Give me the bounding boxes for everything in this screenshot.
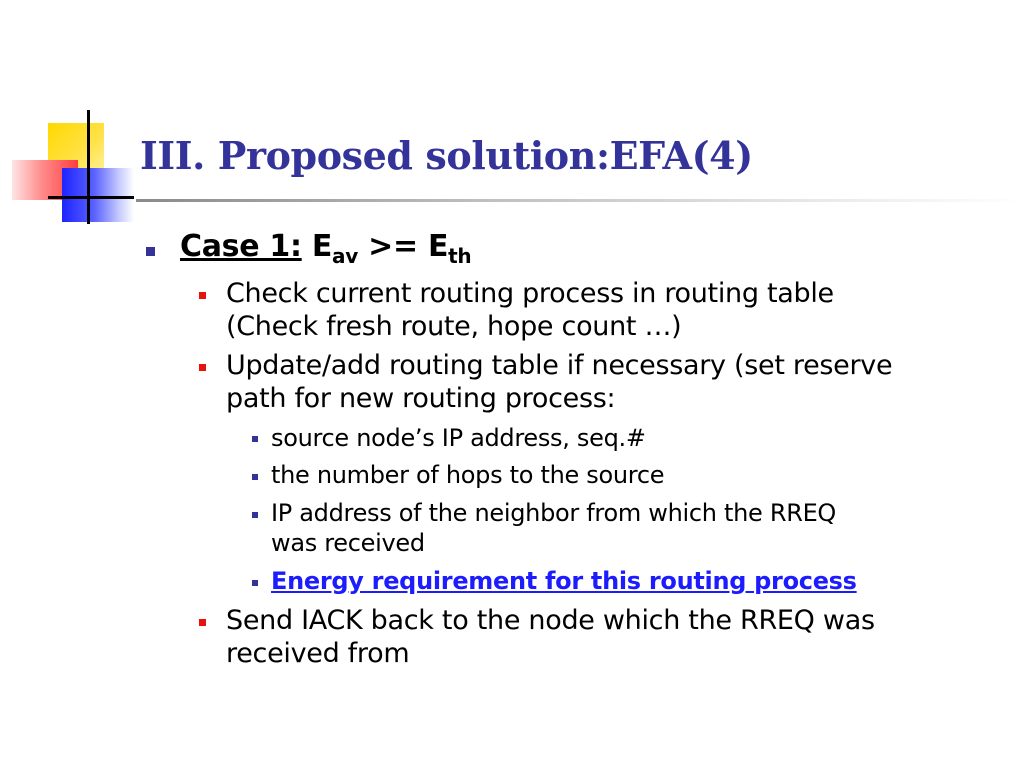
level2-bullet-icon <box>199 619 206 626</box>
energy-requirement-link[interactable]: Energy requirement for this routing process <box>271 567 857 595</box>
list-item-line: Send IACK back to the node which the RREQ was <box>226 605 875 636</box>
list-item-line: received from <box>226 638 410 669</box>
decor-vertical-line <box>87 110 90 224</box>
case-e2-subscript: th <box>448 244 472 268</box>
list-item-line: path for new routing process: <box>226 383 616 414</box>
decor-horizontal-line <box>48 196 134 199</box>
sub-list-item-line: the number of hops to the source <box>271 461 665 489</box>
level3-bullet-icon <box>252 512 258 518</box>
case-heading <box>180 229 472 268</box>
level3-bullet-icon <box>252 580 258 586</box>
sub-list-item-line: source node’s IP address, seq.# <box>271 424 646 452</box>
title-underline-rule <box>136 199 1024 202</box>
level1-bullet-icon <box>146 247 155 256</box>
sub-list-item-line: was received <box>271 529 425 557</box>
sub-list-item-line: IP address of the neighbor from which the RREQ <box>271 499 837 527</box>
case-e1-subscript: av <box>332 244 358 268</box>
list-item-line: Update/add routing table if necessary (set reserve <box>226 350 893 381</box>
list-item-line: (Check fresh route, hope count …) <box>226 311 682 342</box>
level3-bullet-icon <box>252 474 258 480</box>
case-label: Case 1: <box>180 229 302 264</box>
case-e1: E <box>311 229 333 264</box>
level3-bullet-icon <box>252 436 258 442</box>
case-operator: >= <box>357 229 428 264</box>
decor-blue-square <box>62 168 134 222</box>
slide-title: III. Proposed solution:EFA(4) <box>140 133 753 178</box>
level2-bullet-icon <box>199 292 206 299</box>
level2-bullet-icon <box>199 364 206 371</box>
list-item-line: Check current routing process in routing table <box>226 278 834 309</box>
case-e2: E <box>427 229 449 264</box>
